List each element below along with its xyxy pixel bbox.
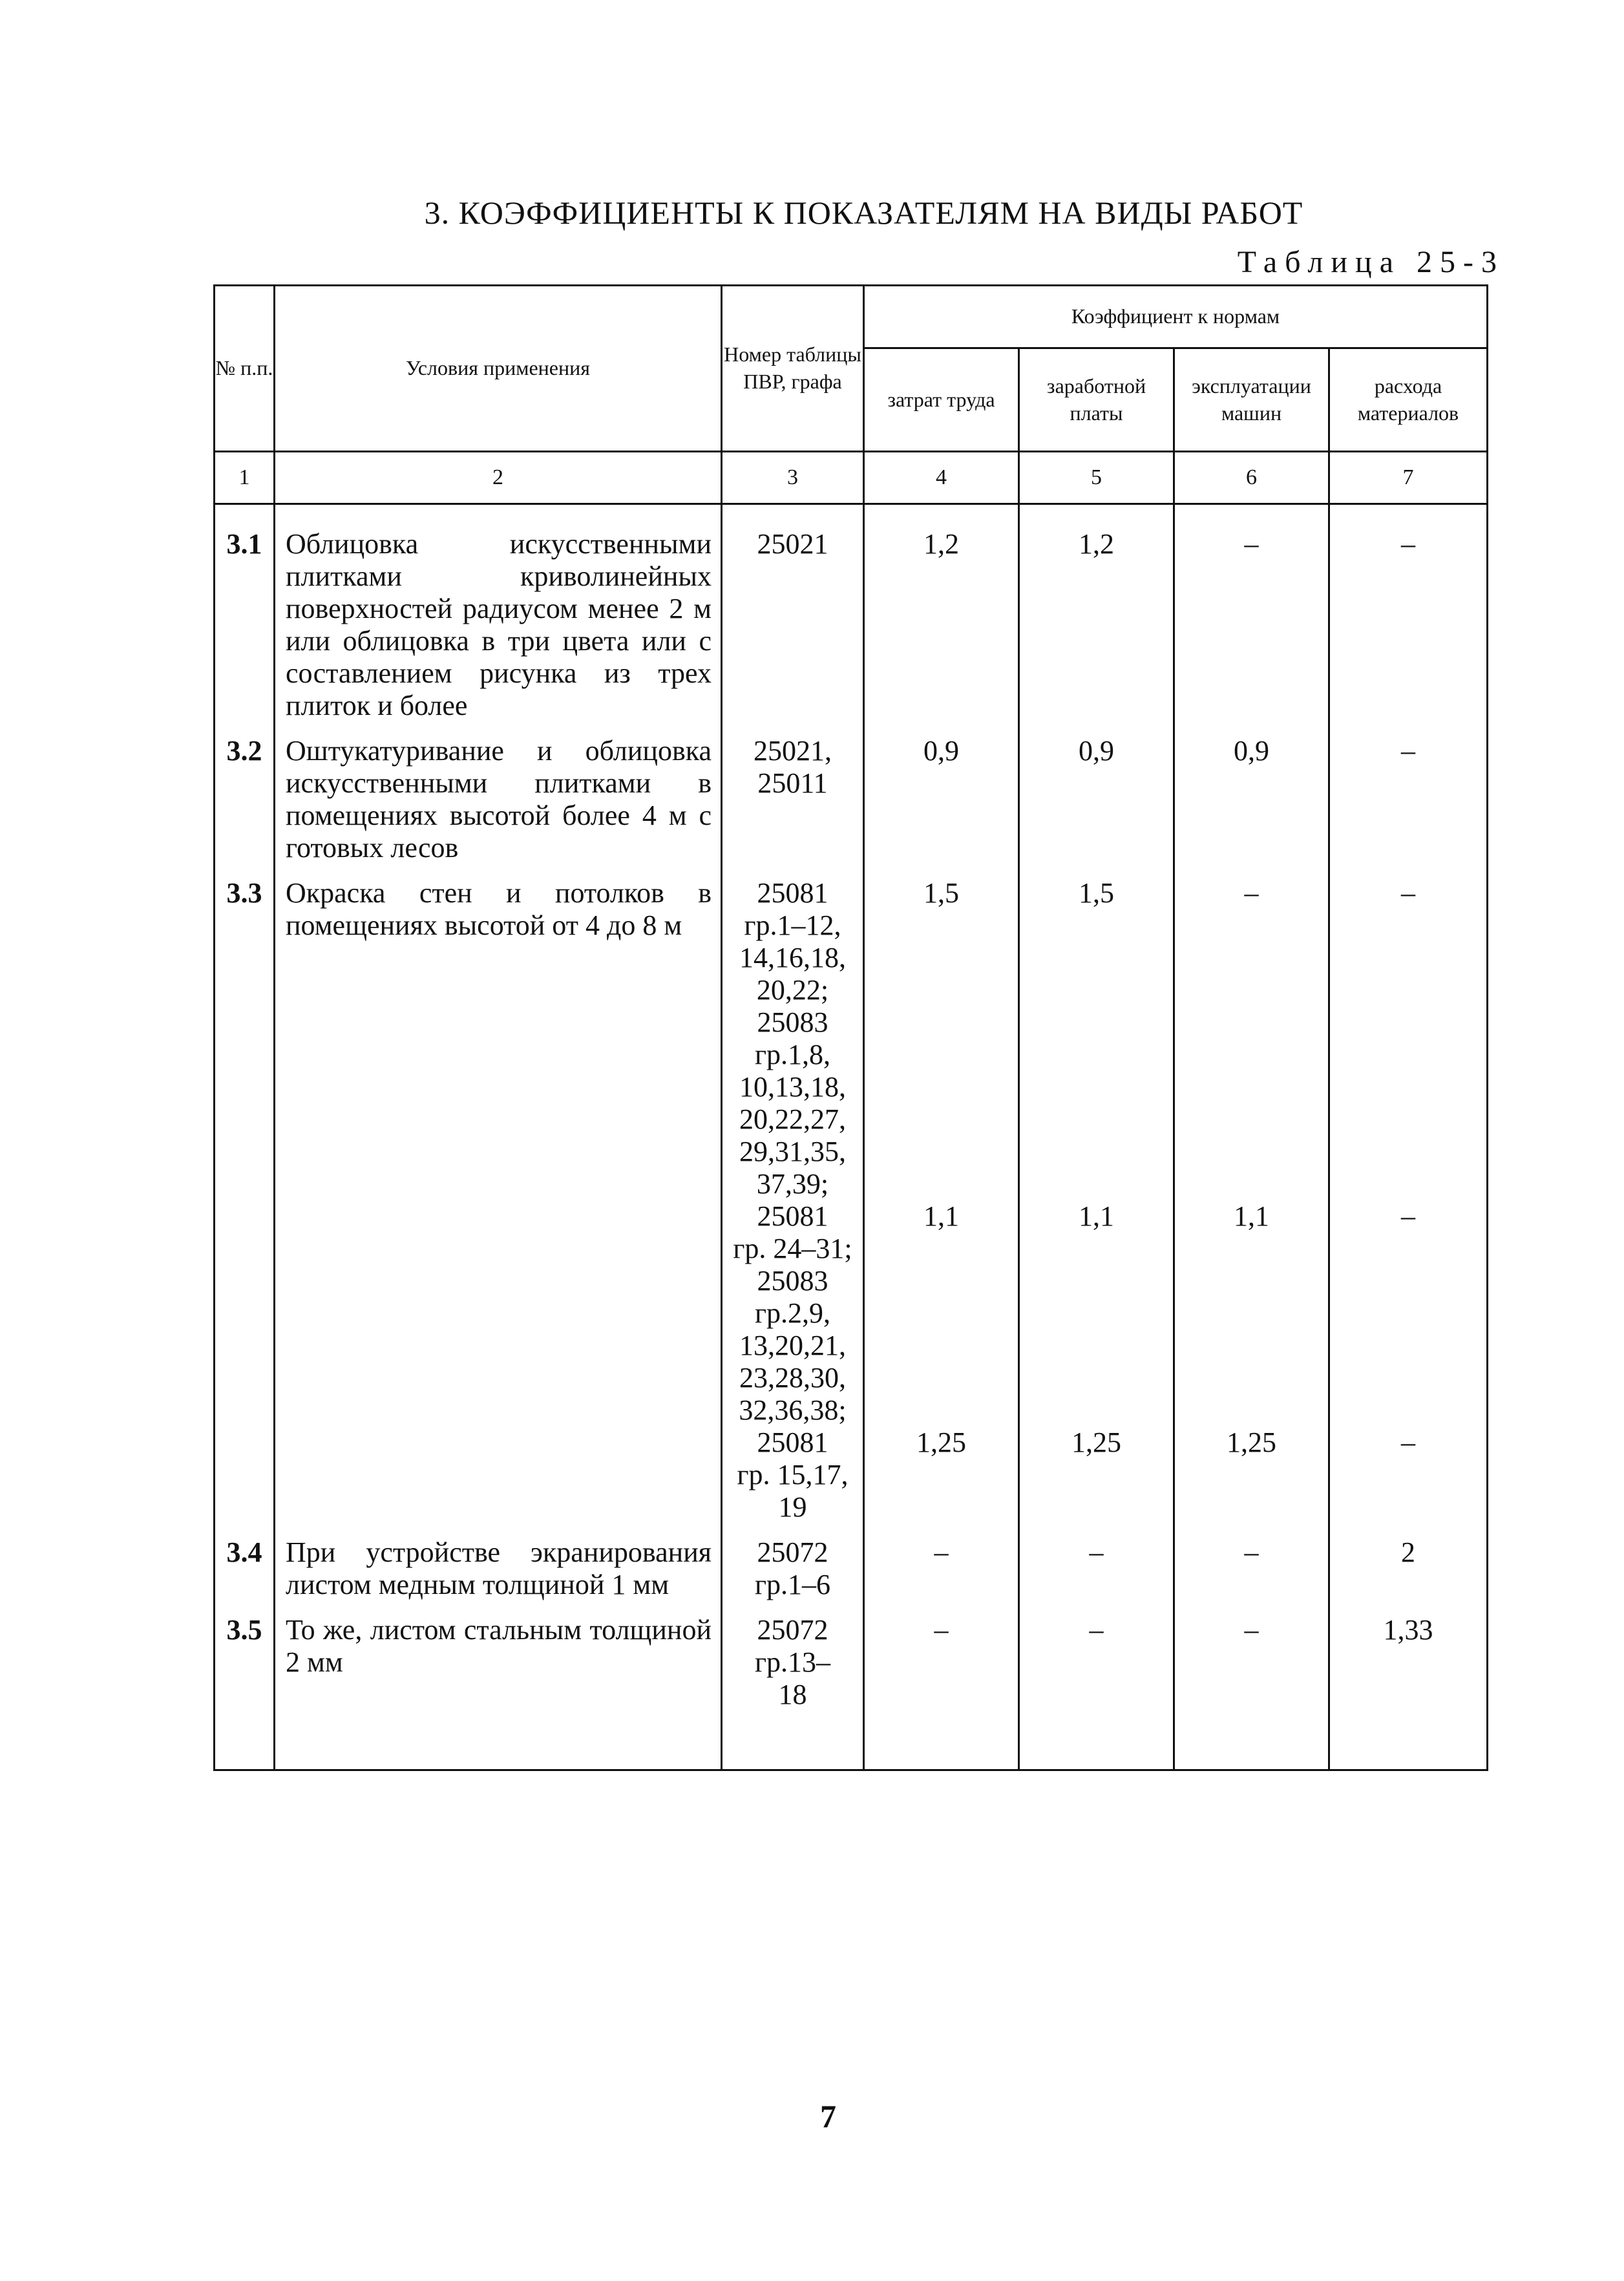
row-condition: То же, листом стальным толщиной 2 мм: [275, 1601, 722, 1770]
coef-material: –: [1329, 504, 1488, 723]
row-ref: [722, 722, 864, 864]
coef-machine: 0,9: [1174, 722, 1329, 864]
ref-line: 25083: [757, 1006, 828, 1038]
ref-line: 14,16,18,: [739, 942, 846, 973]
row-number: 3.4: [215, 1523, 275, 1601]
page-number: 7: [820, 2098, 836, 2134]
table-row: [215, 864, 1488, 1200]
row-number: 3.2: [215, 722, 275, 864]
header-coef-group: Коэффициент к нормам: [864, 286, 1488, 348]
coef-labor: 1,5: [864, 864, 1019, 1200]
coef-labor: 0,9: [864, 722, 1019, 864]
coef-material: –: [1329, 722, 1488, 864]
header-material: расхода материалов: [1329, 348, 1488, 452]
column-number: 7: [1329, 452, 1488, 504]
ref-line: 25021: [757, 528, 828, 560]
coef-material: 2: [1329, 1523, 1488, 1601]
ref-line: 32,36,38;: [739, 1394, 847, 1426]
header-ref: Номер таблицы ПВР, графа: [722, 286, 864, 452]
table-row: [215, 1601, 1488, 1770]
ref-line: гр.1–12,: [744, 909, 841, 941]
page-title: 3. КОЭФФИЦИЕНТЫ К ПОКАЗАТЕЛЯМ НА ВИДЫ РАБОТ: [424, 195, 1303, 231]
column-number: 1: [215, 452, 275, 504]
row-ref: [722, 1427, 864, 1523]
ref-line: 37,39;: [756, 1168, 829, 1200]
column-number: 5: [1019, 452, 1174, 504]
coefficients-table: [213, 284, 1488, 1771]
header-no: № п.п.: [215, 286, 275, 452]
table-body: [215, 504, 1488, 1770]
ref-line: 25081: [757, 1427, 828, 1458]
row-condition: Оштукатуривание и облицовка искусственными плитками в помещениях высотой более 4 м с готовых лесов: [275, 722, 722, 864]
ref-line: гр.1,8,: [754, 1039, 831, 1070]
coef-machine: –: [1174, 1601, 1329, 1770]
ref-line: 19: [778, 1491, 807, 1523]
ref-line: 23,28,30,: [739, 1362, 846, 1394]
row-ref: [722, 1601, 864, 1770]
column-number: 3: [722, 452, 864, 504]
row-condition: При устройстве экранирования листом медным толщиной 1 мм: [275, 1523, 722, 1601]
coef-material: –: [1329, 864, 1488, 1200]
coef-material: 1,33: [1329, 1601, 1488, 1770]
coef-machine: –: [1174, 864, 1329, 1200]
coef-material: –: [1329, 1427, 1488, 1523]
ref-line: гр. 24–31;: [733, 1233, 852, 1264]
coef-wage: 1,1: [1019, 1200, 1174, 1427]
table-label: Таблица 25-3: [1237, 245, 1504, 279]
ref-line: 20,22;: [756, 974, 829, 1006]
coef-machine: 1,1: [1174, 1200, 1329, 1427]
ref-line: 20,22,27,: [739, 1103, 846, 1135]
table-row: [215, 722, 1488, 864]
coef-wage: 1,5: [1019, 864, 1174, 1200]
row-condition: Облицовка искусственными плитками криволинейных поверхностей радиусом менее 2 м или облицовка в три цвета или с составлением рисунка из трех плиток и более: [275, 504, 722, 723]
header-wage: заработной платы: [1019, 348, 1174, 452]
ref-line: 25081: [757, 877, 828, 909]
column-number: 2: [275, 452, 722, 504]
ref-line: 25072: [757, 1614, 828, 1646]
coef-wage: 0,9: [1019, 722, 1174, 864]
coef-wage: 1,25: [1019, 1427, 1174, 1523]
coef-material: –: [1329, 1200, 1488, 1427]
ref-line: 25021,: [754, 735, 832, 767]
row-ref: [722, 504, 864, 723]
coef-wage: –: [1019, 1601, 1174, 1770]
header-conditions: Условия применения: [275, 286, 722, 452]
row-ref: [722, 1523, 864, 1601]
row-ref: [722, 1200, 864, 1427]
coef-machine: –: [1174, 1523, 1329, 1601]
column-number: 6: [1174, 452, 1329, 504]
ref-line: 25083: [757, 1265, 828, 1297]
coef-machine: –: [1174, 504, 1329, 723]
row-ref: [722, 864, 864, 1200]
coef-labor: –: [864, 1523, 1019, 1601]
ref-line: гр.2,9,: [754, 1297, 831, 1329]
coef-wage: –: [1019, 1523, 1174, 1601]
coef-labor: 1,1: [864, 1200, 1019, 1427]
ref-line: 25081: [757, 1200, 828, 1232]
ref-line: гр.1–6: [754, 1569, 831, 1600]
coef-wage: 1,2: [1019, 504, 1174, 723]
coef-labor: –: [864, 1601, 1019, 1770]
header-labor: затрат труда: [864, 348, 1019, 452]
row-condition: Окраска стен и потолков в помещениях высотой от 4 до 8 м: [275, 864, 722, 1523]
ref-line: 29,31,35,: [739, 1136, 846, 1167]
ref-line: 25072: [757, 1536, 828, 1568]
row-number: 3.3: [215, 864, 275, 1523]
ref-line: гр. 15,17,: [737, 1459, 849, 1491]
table-row: [215, 1523, 1488, 1601]
row-number: 3.1: [215, 504, 275, 723]
ref-line: 10,13,18,: [739, 1071, 846, 1103]
column-number: 4: [864, 452, 1019, 504]
header-machine: эксплуатации машин: [1174, 348, 1329, 452]
coef-labor: 1,2: [864, 504, 1019, 723]
ref-line: 25011: [757, 767, 828, 799]
ref-line: гр.13–: [754, 1646, 831, 1678]
row-number: 3.5: [215, 1601, 275, 1770]
table-row: [215, 504, 1488, 723]
ref-line: 13,20,21,: [739, 1330, 846, 1361]
coef-machine: 1,25: [1174, 1427, 1329, 1523]
ref-line: 18: [778, 1679, 807, 1710]
coef-labor: 1,25: [864, 1427, 1019, 1523]
